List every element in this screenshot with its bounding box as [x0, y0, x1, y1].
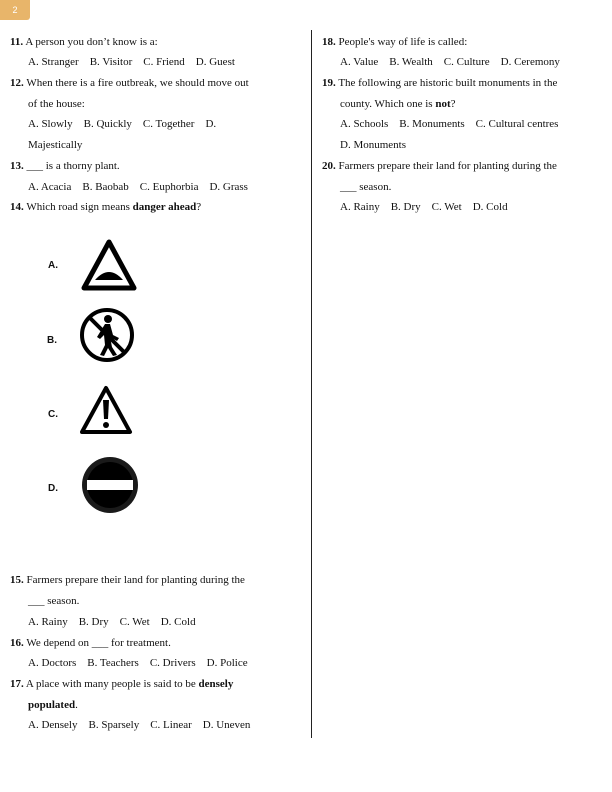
question-18: [322, 35, 467, 49]
question-text: People's way of life is called:: [338, 36, 468, 48]
sign-option-d-label: D.: [48, 483, 58, 494]
question-text-bold: densely: [198, 678, 234, 690]
question-17-line2: [28, 698, 78, 712]
question-20-line2: ___ season.: [340, 181, 392, 193]
question-19-line2: [340, 97, 456, 111]
question-16: [10, 636, 171, 650]
no-entry-sign-icon: [80, 455, 140, 515]
danger-exclamation-sign-icon: [78, 384, 134, 436]
question-number: 14.: [10, 201, 24, 213]
question-text: A person you don’t know is a:: [25, 36, 158, 48]
question-number: 15.: [10, 574, 24, 586]
options-16: A. Doctors B. Teachers C. Drivers D. Police: [28, 657, 248, 669]
speed-hump-warning-sign-icon: [80, 238, 138, 292]
question-11: [10, 35, 158, 49]
options-17: A. Densely B. Sparsely C. Linear D. Uneven: [28, 719, 251, 731]
options-12-line2: Majestically: [28, 139, 83, 151]
question-text: We depend on ___ for treatment.: [26, 637, 171, 649]
question-number: 13.: [10, 160, 24, 172]
column-divider: [311, 30, 312, 738]
options-19: A. Schools B. Monuments C. Cultural centres: [340, 118, 559, 130]
question-number: 17.: [10, 678, 24, 690]
question-14: [10, 200, 201, 214]
question-number: 12.: [10, 77, 24, 89]
page-number-badge: 2: [0, 0, 30, 20]
options-15: A. Rainy B. Dry C. Wet D. Cold: [28, 616, 196, 628]
question-text: Farmers prepare their land for planting during the: [338, 160, 557, 172]
options-11: A. Stranger B. Visitor C. Friend D. Guest: [28, 56, 235, 68]
question-text-end: .: [75, 699, 78, 711]
question-17: [10, 677, 233, 691]
question-19: [322, 76, 557, 90]
question-text: When there is a fire outbreak, we should move out: [26, 77, 249, 89]
question-text-start: Which road sign means: [26, 201, 133, 213]
question-number: 11.: [10, 36, 24, 48]
question-text-bold: populated: [28, 699, 76, 711]
question-text-start: A place with many people is said to be: [25, 678, 199, 690]
options-18: A. Value B. Wealth C. Culture D. Ceremony: [340, 56, 560, 68]
options-13: A. Acacia B. Baobab C. Euphorbia D. Grass: [28, 181, 248, 193]
options-19-line2: D. Monuments: [340, 139, 406, 151]
question-13: [10, 159, 120, 173]
question-number: 20.: [322, 160, 336, 172]
options-12: A. Slowly B. Quickly C. Together D.: [28, 118, 217, 130]
question-text-bold: not: [435, 98, 451, 110]
question-12-line2: of the house:: [28, 98, 85, 110]
sign-option-c-label: C.: [48, 409, 58, 420]
sign-option-b-label: B.: [47, 335, 57, 346]
question-text-bold: danger ahead: [132, 201, 197, 213]
question-text-start: county. Which one is: [340, 98, 436, 110]
question-text-end: ?: [450, 98, 456, 110]
question-20: [322, 159, 557, 173]
question-text-end: ?: [196, 201, 202, 213]
question-number: 18.: [322, 36, 336, 48]
options-20: A. Rainy B. Dry C. Wet D. Cold: [340, 201, 508, 213]
question-text: The following are historic built monuments in the: [338, 77, 558, 89]
no-pedestrians-sign-icon: [79, 307, 135, 363]
question-15: [10, 573, 245, 587]
question-number: 19.: [322, 77, 336, 89]
question-number: 16.: [10, 637, 24, 649]
question-text: ___ is a thorny plant.: [26, 160, 120, 172]
question-12: [10, 76, 249, 90]
question-text: Farmers prepare their land for planting during the: [26, 574, 245, 586]
question-15-line2: ___ season.: [28, 595, 80, 607]
sign-option-a-label: A.: [48, 260, 58, 271]
